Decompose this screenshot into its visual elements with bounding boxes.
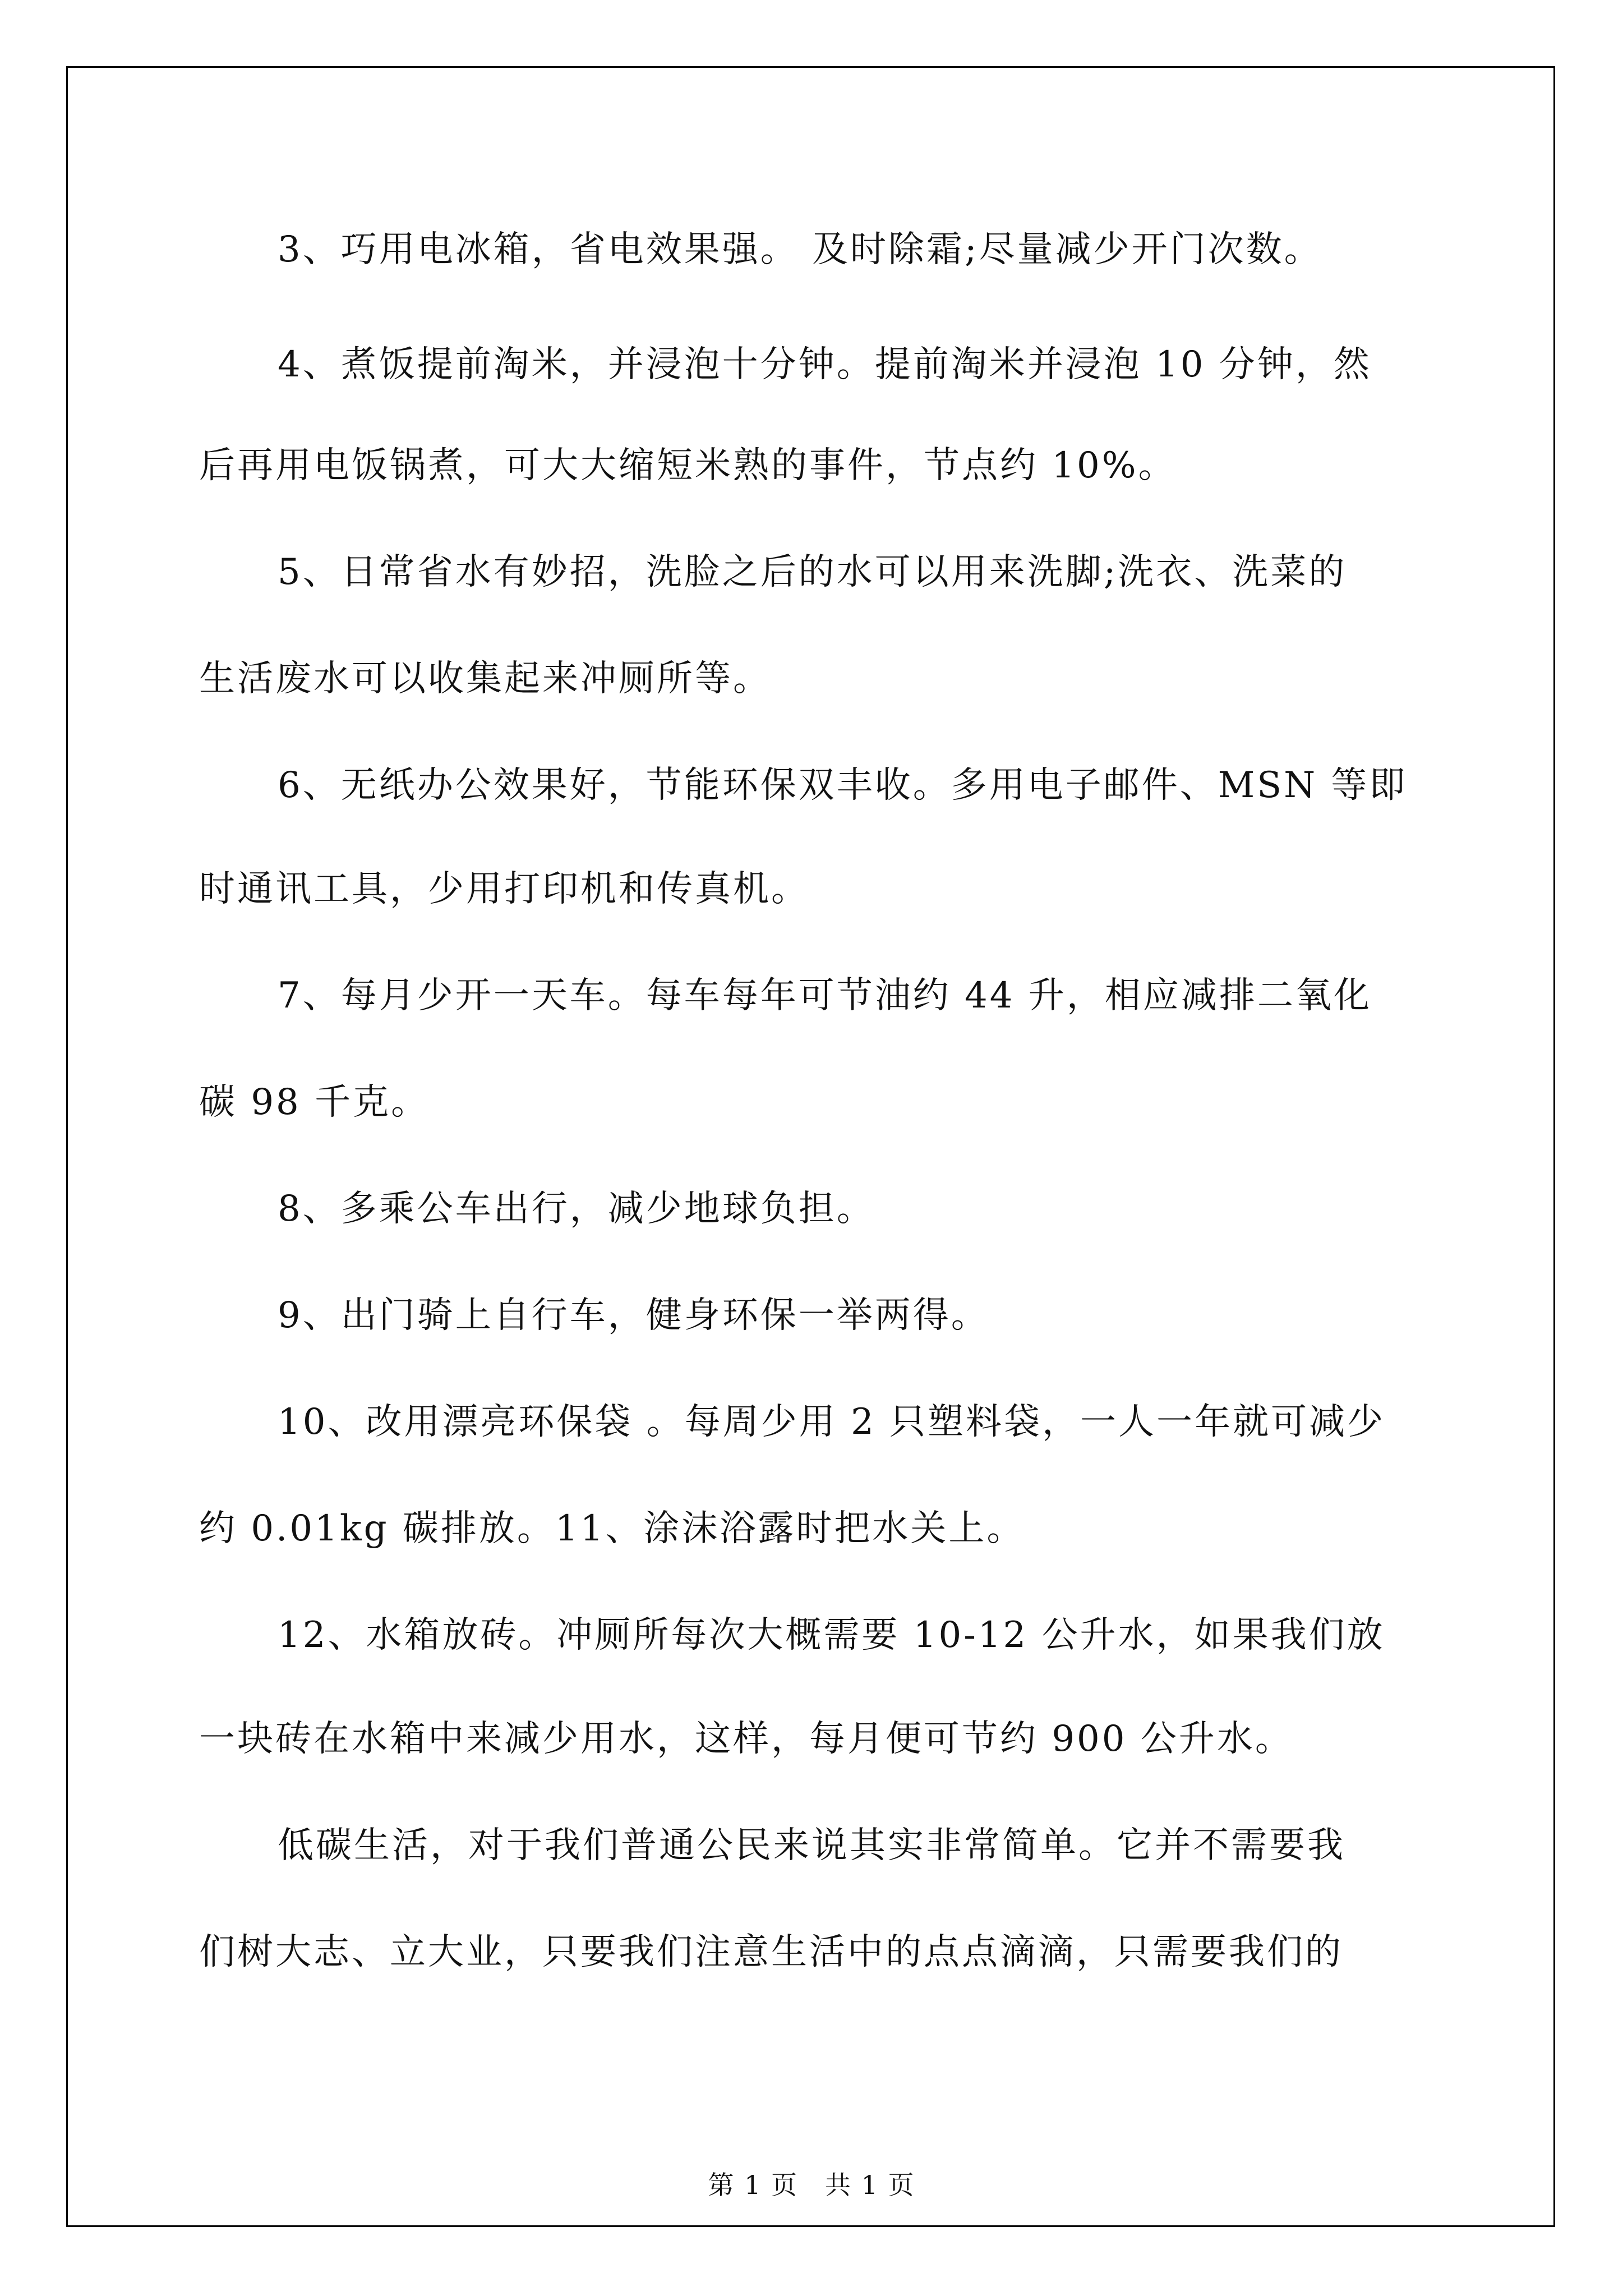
- page-border: [66, 66, 1555, 2227]
- text-line-17: 们树大志、立大业，只要我们注意生活中的点点滴滴，只需要我们的: [199, 1931, 1343, 1973]
- text-line-1: 3、巧用电冰箱，省电效果强。 及时除霜;尽量减少开门次数。: [278, 229, 1322, 270]
- text-line-6: 6、无纸办公效果好，节能环保双丰收。多用电子邮件、MSN 等即: [278, 765, 1408, 806]
- text-line-15: 一块砖在水箱中来减少用水，这样，每月便可节约 900 公升水。: [199, 1718, 1293, 1760]
- text-line-3: 后再用电饭锅煮，可大大缩短米熟的事件，节点约 10%。: [199, 445, 1177, 486]
- text-line-5: 生活废水可以收集起来冲厕所等。: [199, 658, 771, 700]
- page-footer: 第 1 页 共 1 页: [708, 2170, 915, 2200]
- text-line-12: 10、改用漂亮环保袋 。每周少用 2 只塑料袋，一人一年就可减少: [278, 1401, 1386, 1443]
- text-line-16: 低碳生活，对于我们普通公民来说其实非常简单。它并不需要我: [278, 1825, 1345, 1866]
- text-line-14: 12、水箱放砖。冲厕所每次大概需要 10-12 公升水，如果我们放: [278, 1614, 1385, 1656]
- text-line-11: 9、出门骑上自行车，健身环保一举两得。: [278, 1295, 989, 1336]
- text-line-8: 7、每月少开一天车。每车每年可节油约 44 升，相应减排二氧化: [278, 975, 1372, 1016]
- text-line-4: 5、日常省水有妙招，洗脸之后的水可以用来洗脚;洗衣、洗菜的: [278, 551, 1347, 593]
- text-line-10: 8、多乘公车出行，减少地球负担。: [278, 1188, 875, 1230]
- text-line-2: 4、煮饭提前淘米，并浸泡十分钟。提前淘米并浸泡 10 分钟，然: [278, 344, 1372, 385]
- text-line-9: 碳 98 千克。: [199, 1082, 430, 1123]
- text-line-7: 时通讯工具，少用打印机和传真机。: [199, 868, 809, 910]
- text-line-13: 约 0.01kg 碳排放。11、涂沫浴露时把水关上。: [199, 1508, 1025, 1549]
